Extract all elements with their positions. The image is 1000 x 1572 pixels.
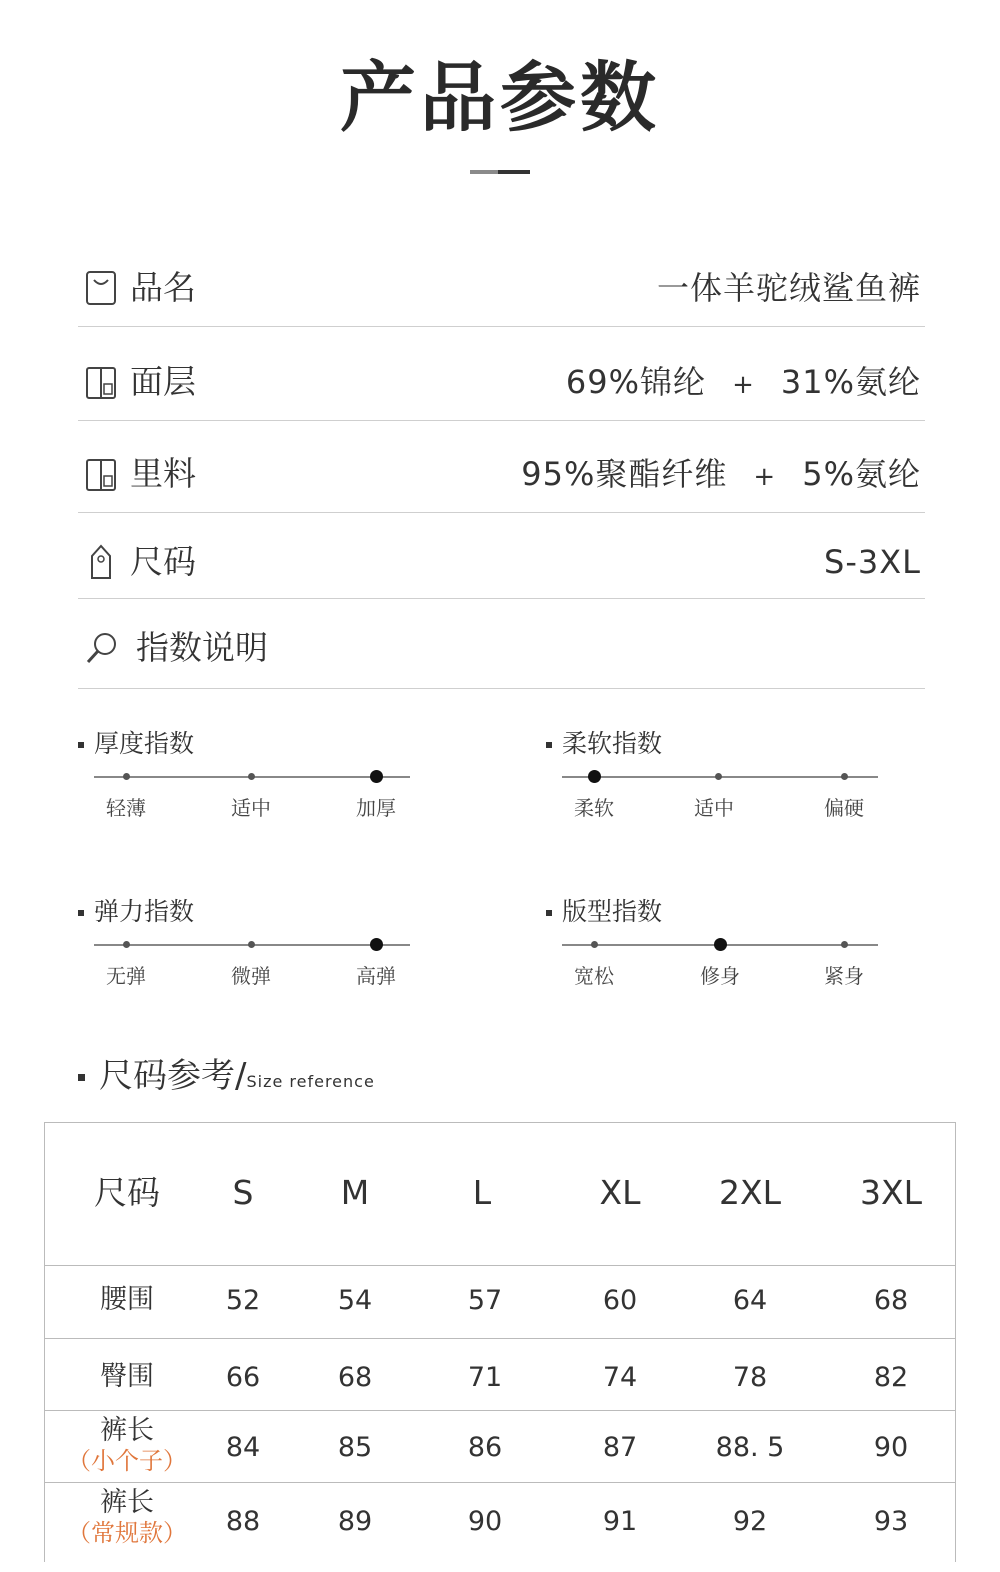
table-cell: 66 [225, 1362, 261, 1393]
table-cell: 91 [602, 1506, 638, 1537]
index-tick-label: 适中 [231, 796, 271, 820]
index-title: 版型指数 [546, 896, 662, 928]
table-cell: 89 [337, 1506, 373, 1537]
param-value: S-3XL [824, 543, 921, 581]
param-row-lining [78, 420, 925, 513]
page-title: 产品参数 [340, 53, 660, 142]
row-label-main: 裤长 [100, 1487, 154, 1518]
index-tick-label: 宽松 [574, 964, 614, 988]
table-header-row [45, 1123, 955, 1266]
index-title: 厚度指数 [78, 728, 194, 760]
row-label: 臀围 [100, 1361, 154, 1392]
table-header-cell: XL [599, 1173, 641, 1212]
size-reference-heading: 尺码参考/ [99, 1056, 247, 1096]
param-value: 一体羊驼绒鲨鱼裤 [656, 269, 921, 307]
index-dot [248, 773, 255, 780]
table-cell: 90 [873, 1432, 909, 1463]
index-tick-label: 紧身 [824, 964, 864, 988]
plus-sign: + [753, 462, 777, 492]
tag-icon [84, 268, 118, 308]
index-tick-label: 加厚 [356, 796, 396, 820]
table-cell: 87 [602, 1432, 638, 1463]
index-tick-label: 无弹 [106, 964, 146, 988]
size-reference-subtitle: Size reference [246, 1072, 375, 1091]
index-fit [546, 896, 876, 1006]
composition-part: 95%聚酯纤维 [521, 455, 728, 493]
index-elasticity [78, 896, 408, 1006]
title-underline [470, 170, 530, 174]
table-cell: 68 [873, 1285, 909, 1316]
param-label: 尺码 [130, 542, 196, 581]
param-row-size [78, 512, 925, 599]
index-track [94, 944, 410, 946]
index-thickness [78, 728, 408, 838]
table-cell: 64 [732, 1285, 768, 1316]
table-cell: 52 [225, 1285, 261, 1316]
fabric-roll-icon [84, 362, 118, 402]
index-dot-selected [370, 770, 383, 783]
row-label-main: 裤长 [100, 1415, 154, 1446]
index-dot [591, 941, 598, 948]
magnifier-icon [84, 628, 118, 668]
index-tick-label: 微弹 [231, 964, 271, 988]
param-row-index [78, 598, 925, 689]
table-cell: 85 [337, 1432, 373, 1463]
index-track [562, 944, 878, 946]
fabric-roll-icon [84, 454, 118, 494]
table-cell: 60 [602, 1285, 638, 1316]
table-header-cell: M [340, 1173, 370, 1212]
index-tick-label: 柔软 [574, 796, 614, 820]
index-dot-selected [714, 938, 727, 951]
index-track [562, 776, 878, 778]
table-header-cell: 尺码 [94, 1173, 160, 1212]
composition-part: 31%氨纶 [780, 363, 921, 401]
table-cell: 88. 5 [715, 1432, 785, 1463]
table-cell: 74 [602, 1362, 638, 1393]
index-title: 柔软指数 [546, 728, 662, 760]
table-row [45, 1338, 955, 1411]
table-cell: 86 [467, 1432, 503, 1463]
row-label-note: （常规款） [67, 1519, 187, 1547]
table-cell: 68 [337, 1362, 373, 1393]
index-tick-label: 修身 [700, 964, 740, 988]
table-header-cell: 2XL [719, 1173, 781, 1212]
param-label: 里料 [130, 454, 196, 493]
row-label [57, 1416, 197, 1476]
param-row-outer [78, 326, 925, 421]
table-cell: 57 [467, 1285, 503, 1316]
index-dot [248, 941, 255, 948]
row-label [57, 1488, 197, 1548]
table-cell: 93 [873, 1506, 909, 1537]
table-cell: 78 [732, 1362, 768, 1393]
table-cell: 92 [732, 1506, 768, 1537]
plus-sign: + [732, 370, 755, 400]
table-header-cell: S [232, 1173, 254, 1212]
table-cell: 82 [873, 1362, 909, 1393]
param-row-name [78, 262, 925, 327]
row-label: 腰围 [100, 1284, 154, 1315]
index-dot [841, 773, 848, 780]
param-label: 品名 [130, 268, 196, 307]
index-dot-selected [370, 938, 383, 951]
table-cell: 54 [337, 1285, 373, 1316]
index-dot [715, 773, 722, 780]
index-dot [123, 773, 130, 780]
index-tick-label: 适中 [694, 796, 734, 820]
index-tick-label: 轻薄 [106, 796, 146, 820]
param-value [521, 454, 921, 497]
size-reference-title [78, 1052, 375, 1106]
size-table [44, 1122, 956, 1562]
table-row [45, 1410, 955, 1483]
composition-part: 5%氨纶 [802, 455, 921, 493]
row-label-note: （小个子） [67, 1447, 187, 1475]
table-cell: 71 [467, 1362, 503, 1393]
table-cell: 90 [467, 1506, 503, 1537]
composition-part: 69%锦纶 [565, 363, 707, 401]
price-tag-icon [84, 542, 118, 582]
index-tick-label: 高弹 [356, 964, 396, 988]
param-label: 面层 [130, 362, 196, 401]
index-track [94, 776, 410, 778]
table-cell: 84 [225, 1432, 261, 1463]
table-header-cell: 3XL [860, 1173, 922, 1212]
table-header-cell: L [472, 1173, 492, 1212]
index-title: 弹力指数 [78, 896, 194, 928]
index-dot-selected [588, 770, 601, 783]
index-dot [841, 941, 848, 948]
param-label: 指数说明 [136, 628, 268, 667]
index-tick-label: 偏硬 [824, 796, 864, 820]
param-value [566, 362, 921, 405]
table-row [45, 1265, 955, 1339]
table-cell: 88 [225, 1506, 261, 1537]
index-softness [546, 728, 876, 838]
table-row [45, 1482, 955, 1572]
index-dot [123, 941, 130, 948]
